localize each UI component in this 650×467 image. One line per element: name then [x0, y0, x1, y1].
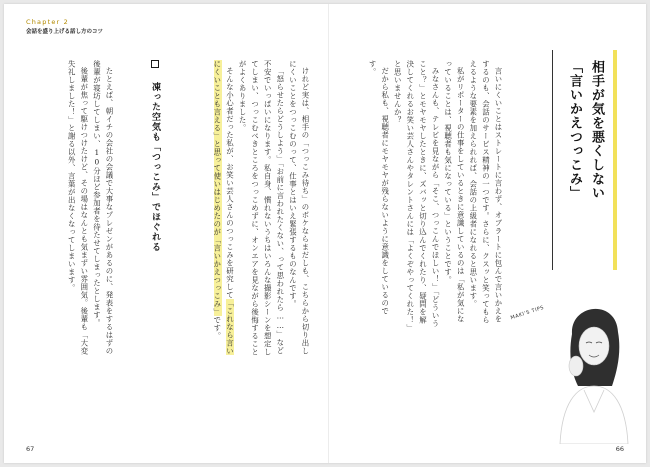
chapter-subtitle: 会話を盛り上げる話し方のコツ	[26, 29, 104, 35]
subheading-text: 凍った空気も「つっこみ」でほぐれる	[150, 82, 160, 252]
left-paragraph-4: たとえば、朝イチの会社の会議で大事なプレゼンがあるのに、発表をするはずの後輩が寝坊してしまい、10分ほど参加者を待たせてしまったとします。	[92, 60, 114, 356]
checkbox-icon	[151, 60, 159, 68]
left-paragraph-5: 後輩が焦って駆けつけたけど、その場はなんとも気まずい雰囲気。後輩も「大変失礼しました！」と謝る以外、言葉が出なくなってしまいます。	[67, 60, 89, 356]
left-paragraph-2: 「怒らせたらどうしよう」「お前に言われたくない、って思われたら……」など不安でいっぱいになります。私自身、慣れないうちはいろんな撮影シーンを想定してしまい、つっこむべきところをつっこめずに、オンエアを見ながら後悔することがよくありました。	[238, 60, 285, 356]
section-title-line-2: 「言いかえつっこみ」	[567, 60, 582, 200]
page-number-left: 67	[26, 445, 35, 453]
right-paragraph-3: みなさんも、テレビを見ながら「そこ、つっこんでほしい！」「どういうこと？」とモヤモヤしたときに、ズバッと切り込んでくれたり、疑問を解決してくれるお笑い芸人さんやタレントさんには「よくぞやってくれた！」と思いませんか？	[393, 60, 441, 329]
section-title	[563, 60, 607, 200]
book-spread	[4, 4, 646, 463]
section-title-line-1: 相手が気を悪くしない	[589, 60, 604, 200]
right-body	[344, 60, 504, 330]
section-title-box	[552, 50, 617, 270]
chapter-label: Chapter 2	[26, 18, 69, 26]
highlight-phrase: 「これなら言いにくいことも言える」と思って使いはじめたのが「言いかえつっこみ」	[212, 60, 235, 356]
page-gutter	[328, 4, 329, 463]
section-subheading	[121, 60, 161, 360]
left-paragraph-3-a: そんな小心者だった私が、お笑い芸人さんのつっこみを研究して	[225, 67, 235, 300]
right-paragraph-1: 言いにくいことはストレートに言わず、オブラートに包んで言いかえをするのも、会話のサービス精神の一つです。さらに、クスッと笑ってもらえるような要素を加えられれば、会話の上級者になれると思います。	[468, 60, 503, 324]
right-paragraph-4: だから私も、視聴者にモヤモヤが残らないように意識をしているのです。	[368, 60, 390, 316]
page-number-right: 66	[615, 445, 624, 453]
left-paragraph-1: けれど実は、相手の「つっこみ待ち」のボケならまだしも、こちらから切り出しにくいことをつっこむのって、仕事とはいえ緊張するものなんです。	[288, 60, 310, 356]
left-body-lower	[30, 60, 115, 360]
left-paragraph-3	[210, 60, 235, 360]
author-photo	[552, 294, 634, 444]
left-paragraph-3-b: です。	[212, 316, 222, 340]
left-body-upper	[186, 60, 311, 360]
tips-badge: MAKI'S TIPS	[509, 304, 545, 322]
right-paragraph-2: 私がリポーターの仕事をしているときに意識しているのは「私が気になっていることは、視聴者も気になっている」ということです。	[443, 60, 466, 324]
